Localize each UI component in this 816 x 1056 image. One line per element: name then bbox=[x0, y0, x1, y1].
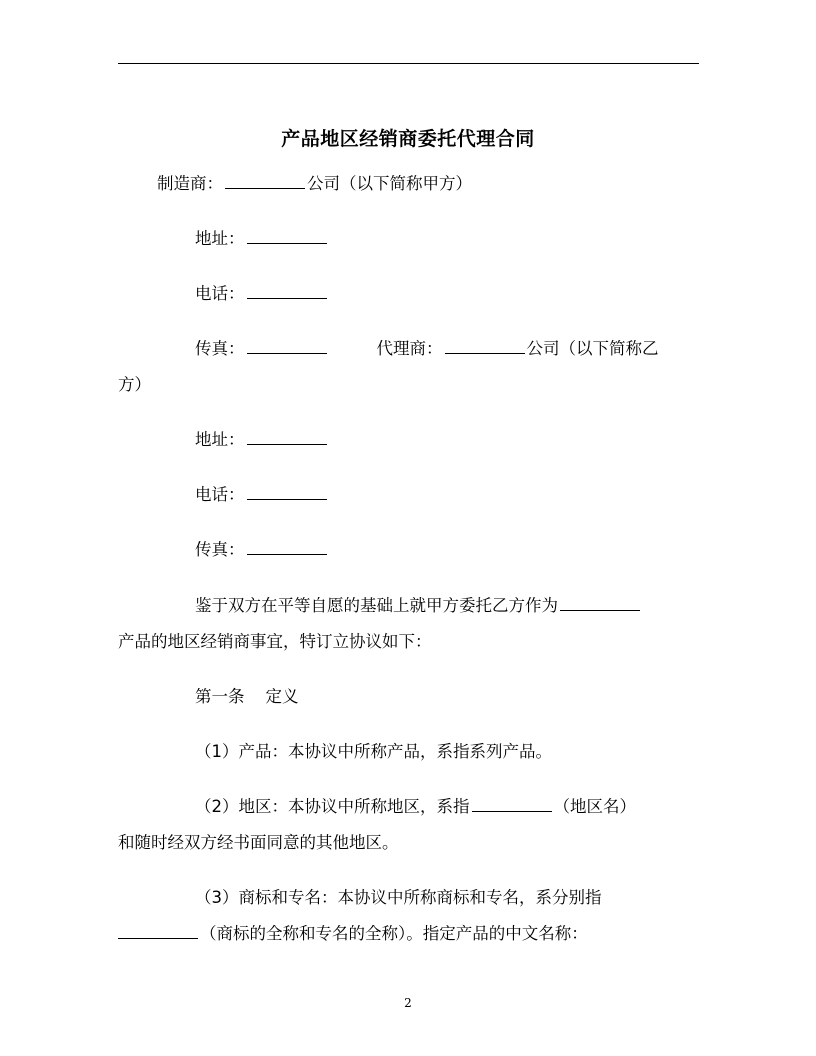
clause-2-text-a: （2）地区：本协议中所称地区，系指 bbox=[195, 797, 470, 816]
mf-address-line bbox=[195, 228, 329, 250]
agent-label: 代理商： bbox=[376, 339, 443, 358]
manufacturer-blank bbox=[225, 187, 305, 189]
agent-suffix: 公司（以下简称乙 bbox=[526, 339, 659, 358]
clause-2-line-2: 和随时经双方经书面同意的其他地区。 bbox=[118, 833, 399, 852]
preamble-text-1: 鉴于双方在平等自愿的基础上就甲方委托乙方作为 bbox=[195, 596, 558, 615]
ag-address-blank bbox=[247, 443, 327, 445]
clause-3-line-2 bbox=[118, 923, 588, 945]
mf-address-blank bbox=[247, 242, 327, 244]
clause-2-region-blank bbox=[472, 810, 552, 812]
ag-phone-blank bbox=[247, 498, 327, 500]
preamble-line-2: 产品的地区经销商事宜，特订立协议如下： bbox=[118, 632, 432, 651]
ag-fax-label: 传真： bbox=[195, 540, 245, 559]
manufacturer-suffix: 公司（以下简称甲方） bbox=[307, 174, 472, 193]
manufacturer-label: 制造商： bbox=[157, 174, 223, 193]
agent-suffix-cont: 方） bbox=[118, 375, 151, 394]
clause-2-line-1 bbox=[195, 796, 636, 818]
preamble-line-1 bbox=[195, 595, 642, 617]
document-title: 产品地区经销商委托代理合同 bbox=[281, 128, 535, 150]
mf-address-label: 地址： bbox=[195, 229, 245, 248]
page-number: 2 bbox=[404, 996, 412, 1010]
ag-phone-label: 电话： bbox=[195, 485, 245, 504]
manufacturer-line bbox=[157, 173, 472, 195]
clause-3-trademark-blank bbox=[118, 937, 198, 939]
clause-3-line-1: （3）商标和专名：本协议中所称商标和专名，系分别指 bbox=[195, 888, 602, 907]
ag-fax-line bbox=[195, 539, 329, 561]
mf-fax-agent-line bbox=[195, 338, 659, 360]
mf-fax-label: 传真： bbox=[195, 339, 245, 358]
ag-address-label: 地址： bbox=[195, 430, 245, 449]
ag-fax-blank bbox=[247, 553, 327, 555]
ag-address-line bbox=[195, 429, 329, 451]
mf-phone-blank bbox=[247, 297, 327, 299]
mf-phone-label: 电话： bbox=[195, 284, 245, 303]
clause-1: （1）产品：本协议中所称产品，系指系列产品。 bbox=[195, 742, 552, 761]
ag-phone-line bbox=[195, 484, 329, 506]
mf-phone-line bbox=[195, 283, 329, 305]
article-1-heading bbox=[195, 686, 298, 708]
preamble-product-blank bbox=[560, 609, 640, 611]
header-rule bbox=[118, 63, 699, 64]
clause-3-text-2: （商标的全称和专名的全称）。指定产品的中文名称： bbox=[200, 924, 588, 943]
agent-blank bbox=[445, 352, 525, 354]
article-1-heading-text: 第一条 定义 bbox=[195, 687, 299, 706]
mf-fax-blank bbox=[247, 352, 327, 354]
clause-2-text-b: （地区名） bbox=[553, 797, 636, 816]
